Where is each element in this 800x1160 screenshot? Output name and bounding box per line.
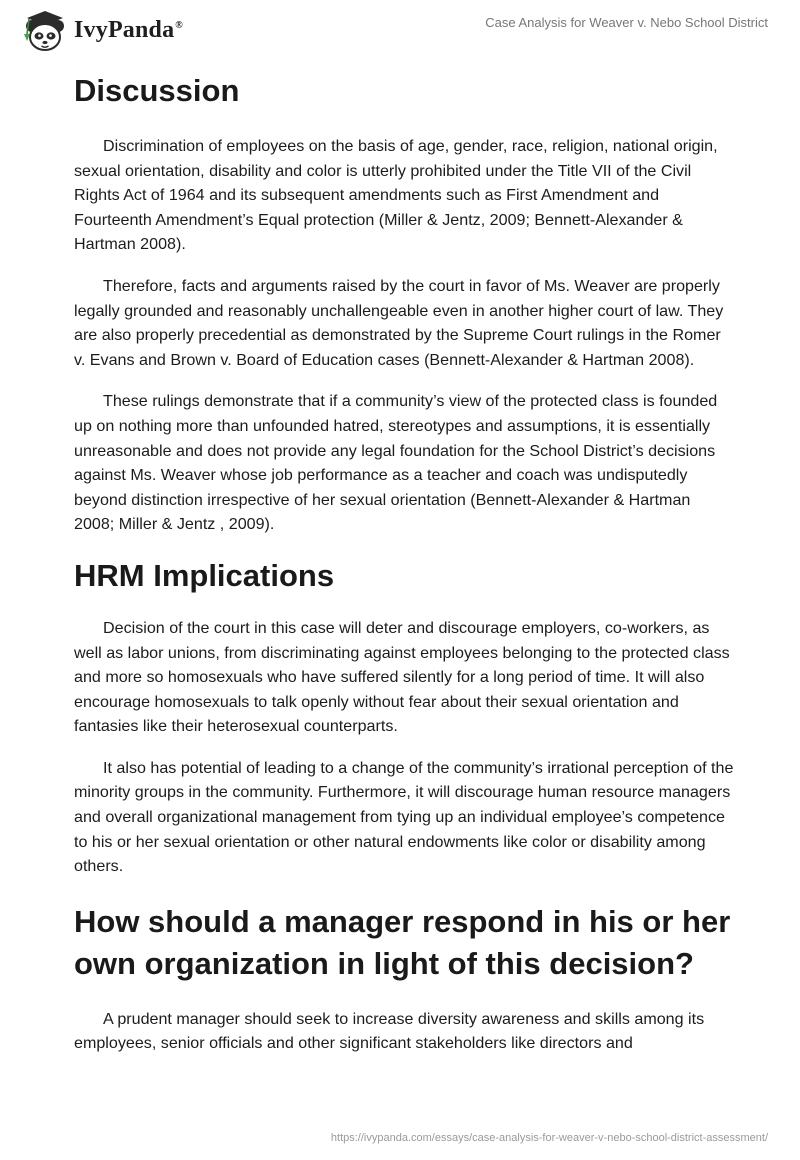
source-url[interactable]: https://ivypanda.com/essays/case-analysis-for-weaver-v-nebo-school-district-assessment/ xyxy=(330,1132,768,1144)
paragraph: Decision of the court in this case will deter and discourage employers, co-workers, as well as labor unions, from discriminating against employees belonging to the protected class and more so homosexuals who have suffered silently for a long period of time. It will also encourage homosexuals to talk openly without fear about their sexual orientation and fantasies like their heterosexual counterparts. xyxy=(74,618,730,736)
article-body xyxy=(74,70,734,1056)
paragraph: A prudent manager should seek to increase diversity awareness and skills among its employees, senior officials and other significant stakeholders like directors and xyxy=(74,1009,705,1053)
section-heading-discussion: Discussion xyxy=(74,73,240,108)
paragraph: Therefore, facts and arguments raised by the court in favor of Ms. Weaver are properly legally grounded and reasonably unchallengeable even in another higher court of law. They are also properly precedential as demonstrated by the Supreme Court rulings in the Romer v. Evans and Brown v. Board of Education cases (Bennett-Alexander & Hartman 2008). xyxy=(74,276,724,369)
section-heading-hrm-implications: HRM Implications xyxy=(74,557,335,593)
document-title: Case Analysis for Weaver v. Nebo School District xyxy=(485,15,768,30)
brand-logo[interactable] xyxy=(14,8,183,52)
brand-name: IvyPanda® xyxy=(74,16,183,43)
page-header xyxy=(0,0,800,56)
paragraph: These rulings demonstrate that if a community’s view of the protected class is founded up on nothing more than unfounded hatred, stereotypes and assumptions, it is essentially unreasonable and does not provide any legal foundation for the School District’s decisions against Ms. Weaver whose job performance as a teacher and coach was undisputedly beyond distinction irrespective of her sexual orientation (Bennett-Alexander & Hartman 2008; Miller & Jentz , 2009). xyxy=(74,392,718,534)
section-heading-manager-response: How should a manager respond in his or her own organization in light of this decision? xyxy=(74,903,731,981)
panda-graduation-cap-icon xyxy=(14,8,72,52)
paragraph: Discrimination of employees on the basis of age, gender, race, religion, national origin, sexual orientation, disability and color is utterly prohibited under the Title VII of the Civil Rights Act of 1964 and its subsequent amendments such as First Amendment and Fourteenth Amendment’s Equal protection (Miller & Jentz, 2009; Bennett-Alexander & Hartman 2008). xyxy=(74,137,718,254)
paragraph: It also has potential of leading to a change of the community’s irrational perception of the minority groups in the community. Furthermore, it will discourage human resource managers and overall organizational management from tying up an individual employee’s competence to his or her sexual orientation or other natural endowments like color or disability among others. xyxy=(74,758,734,876)
